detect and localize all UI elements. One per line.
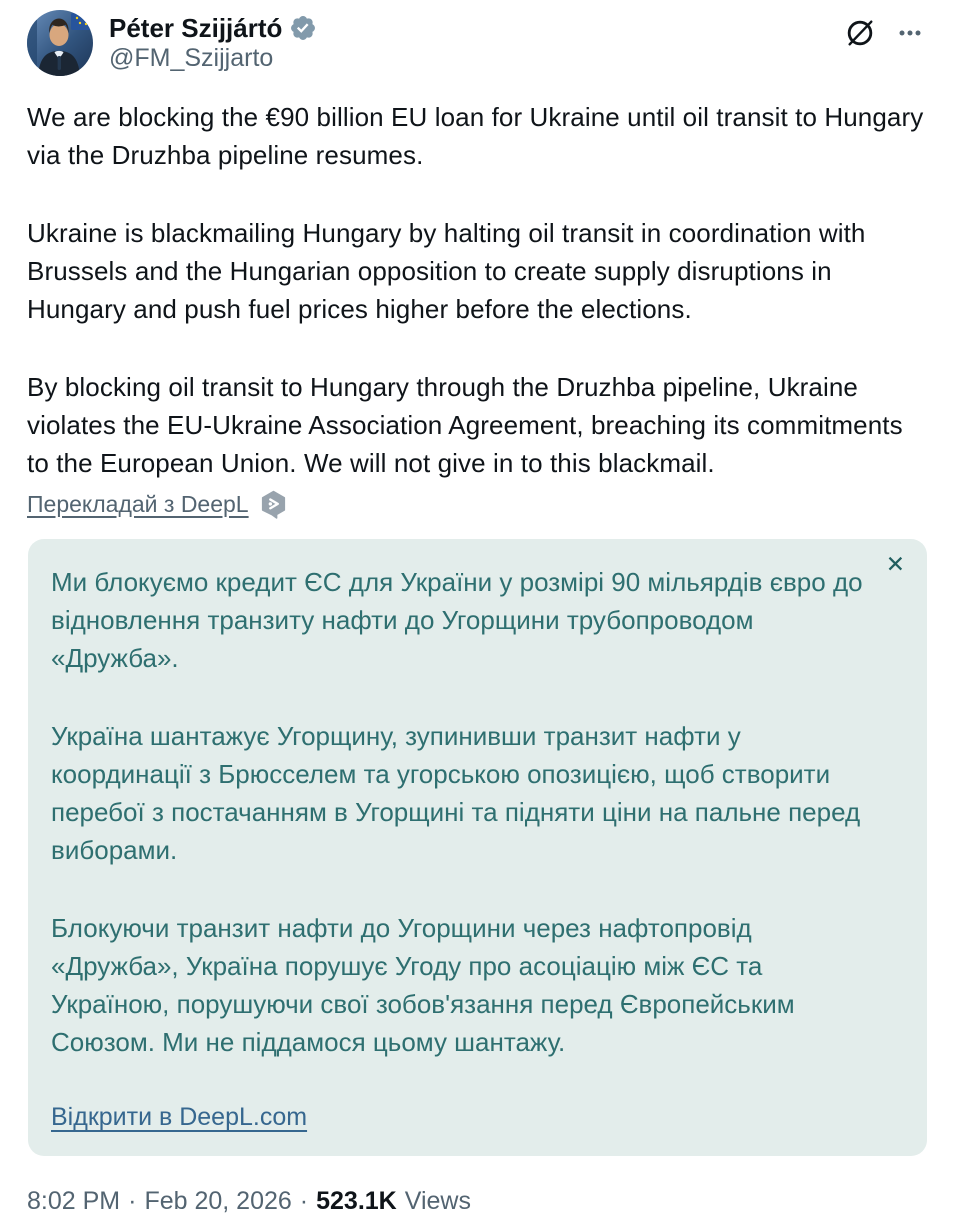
translation-card <box>28 539 927 1156</box>
avatar[interactable] <box>27 10 93 76</box>
open-in-deepl-link[interactable]: Відкрити в DeepL.com <box>51 1103 308 1131</box>
timestamp-link[interactable] <box>27 1186 292 1216</box>
date: Feb 20, 2026 <box>144 1187 292 1215</box>
author-name[interactable]: Péter Szijjártó <box>109 13 283 43</box>
separator-dot: · <box>128 1187 137 1215</box>
more-ellipsis-icon[interactable] <box>893 16 927 50</box>
views-count: 523.1K <box>316 1187 397 1215</box>
grok-icon[interactable] <box>843 16 877 50</box>
tweet-body <box>27 98 927 482</box>
tweet-paragraph: Ukraine is blackmailing Hungary by halting oil transit in coordination with Brussels and the Hungarian opposition to create supply disruptions in Hungary and push fuel prices higher before the elections. <box>27 218 866 324</box>
translation-paragraph: Україна шантажує Угорщину, зупинивши транзит нафти у координації з Брюсселем та угорською опозицією, щоб створити перебої з постачанням в Угорщині та підняти ціни на пальне перед виборами. <box>51 721 861 865</box>
translate-with-deepl-link[interactable]: Перекладай з DeepL <box>27 491 249 517</box>
verified-badge-icon <box>289 14 317 42</box>
tweet-paragraph: We are blocking the €90 billion EU loan for Ukraine until oil transit to Hungary via the Druzhba pipeline resumes. <box>27 102 924 170</box>
close-icon[interactable]: ✕ <box>885 551 905 577</box>
author-id-block <box>109 10 843 73</box>
translation-paragraph: Блокуючи транзит нафти до Угорщини через нафтопровід «Дружба», Україна порушує Угоду про асоціацію між ЄС та Україною, порушуючи свої зобов'язання перед Європейським Союзом. Ми не піддамося цьому шантажу. <box>51 913 795 1057</box>
avatar-photo <box>27 10 93 76</box>
translate-row <box>27 490 927 519</box>
author-handle[interactable]: @FM_Szijjarto <box>109 44 274 72</box>
time: 8:02 PM <box>27 1187 121 1215</box>
tweet-header <box>27 10 927 76</box>
header-actions <box>843 10 927 50</box>
translation-paragraph: Ми блокуємо кредит ЄС для України у розмірі 90 мільярдів євро до відновлення транзиту нафти до Угорщини трубопроводом «Дружба». <box>51 567 863 673</box>
tweet-paragraph: By blocking oil transit to Hungary through the Druzhba pipeline, Ukraine violates the EU-Ukraine Association Agreement, breaching its commitments to the European Union. We will not give in to this blackmail. <box>27 372 903 478</box>
tweet-footer <box>27 1186 927 1216</box>
separator-dot: · <box>299 1187 309 1215</box>
deepl-logo-icon <box>259 490 288 519</box>
views-label: Views <box>404 1187 471 1215</box>
